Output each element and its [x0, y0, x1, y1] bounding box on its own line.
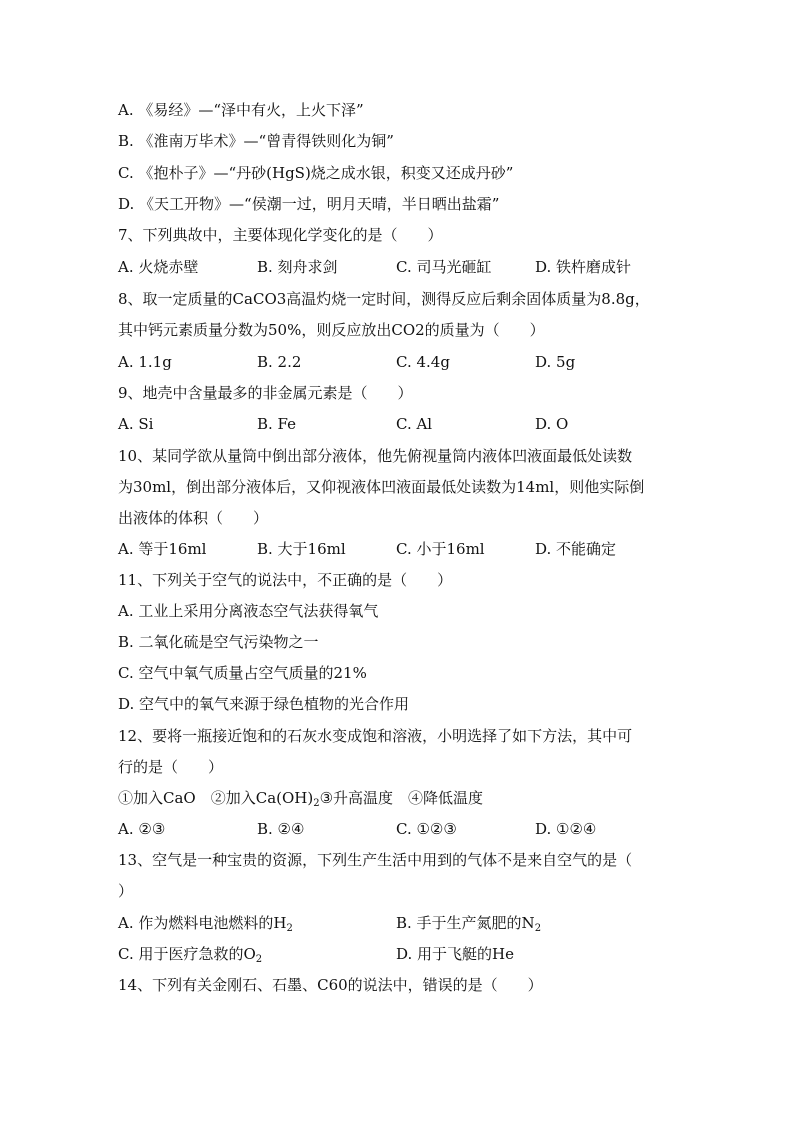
q12-methods-subscript: 2 [313, 798, 320, 809]
q7-option-a: A. 火烧赤壁 [118, 258, 199, 276]
q12-stem-line1: 12、要将一瓶接近饱和的石灰水变成饱和溶液，小明选择了如下方法，其中可 [118, 727, 633, 745]
q11-stem: 11、下列关于空气的说法中，不正确的是（ ） [118, 571, 453, 589]
q14-stem: 14、下列有关金刚石、石墨、C60的说法中，错误的是（ ） [118, 976, 543, 994]
q6-option-a: A. 《易经》—“泽中有火，上火下泽” [118, 101, 364, 119]
q12-option-d: D. ①②④ [535, 820, 597, 838]
q13-stem-line1: 13、空气是一种宝贵的资源，下列生产生活中用到的气体不是来自空气的是（ [118, 851, 633, 869]
q7-option-d: D. 铁杵磨成针 [535, 258, 632, 276]
q13-stem-line2: ） [118, 882, 134, 900]
q12-methods-part2: ③升高温度 ④降低温度 [319, 789, 484, 807]
q12-option-a: A. ②③ [118, 820, 166, 838]
q10-option-a: A. 等于16ml [118, 540, 207, 558]
q11-option-d: D. 空气中的氧气来源于绿色植物的光合作用 [118, 695, 410, 713]
q13-option-b-subscript: 2 [534, 923, 542, 934]
q8-option-d: D. 5g [535, 353, 576, 371]
q13-option-c-subscript: 2 [255, 954, 263, 965]
q10-option-c: C. 小于16ml [396, 540, 485, 558]
q10-stem-line1: 10、某同学欲从量筒中倒出部分液体，他先俯视量筒内液体凹液面最低处读数 [118, 447, 633, 465]
q8-option-c: C. 4.4g [396, 353, 450, 371]
q12-methods-part1: ①加入CaO ②加入Ca(OH) [118, 789, 314, 807]
q11-option-b: B. 二氧化硫是空气污染物之一 [118, 633, 319, 651]
q12-option-c: C. ①②③ [396, 820, 457, 838]
q10-option-b: B. 大于16ml [257, 540, 346, 558]
q10-option-d: D. 不能确定 [535, 540, 617, 558]
q7-option-b: B. 刻舟求剑 [257, 258, 338, 276]
q13-option-a [118, 913, 293, 933]
q11-option-a: A. 工业上采用分离液态空气法获得氧气 [118, 602, 379, 620]
q13-option-c [118, 944, 262, 964]
q7-stem: 7、下列典故中，主要体现化学变化的是（ ） [118, 226, 443, 244]
q12-stem-line2: 行的是（ ） [118, 758, 224, 776]
q9-option-a: A. Si [118, 415, 154, 433]
q13-option-c-text: C. 用于医疗急救的O [118, 945, 256, 963]
q9-stem: 9、地壳中含量最多的非金属元素是（ ） [118, 384, 413, 402]
q13-option-d: D. 用于飞艇的He [396, 945, 514, 963]
q10-stem-line3: 出液体的体积（ ） [118, 509, 269, 527]
q9-option-c: C. Al [396, 415, 433, 433]
q9-option-d: D. O [535, 415, 569, 433]
q13-option-b [396, 913, 541, 933]
q13-option-b-text: B. 手于生产氮肥的N [396, 914, 535, 932]
q13-option-a-subscript: 2 [286, 923, 293, 934]
q12-option-b: B. ②④ [257, 820, 305, 838]
q6-option-c: C. 《抱朴子》—“丹砂(HgS)烧之成水银，积变又还成丹砂” [118, 164, 514, 182]
q10-stem-line2: 为30ml，倒出部分液体后，又仰视液体凹液面最低处读数为14ml，则他实际倒 [118, 478, 645, 496]
q13-option-a-text: A. 作为燃料电池燃料的H [118, 914, 287, 932]
q6-option-b: B. 《淮南万毕术》—“曾青得铁则化为铜” [118, 132, 394, 150]
q6-option-d: D. 《天工开物》—“侯潮一过，明月天晴，半日晒出盐霜” [118, 195, 500, 213]
q12-methods [118, 788, 483, 808]
q8-stem-line1: 8、取一定质量的CaCO3高温灼烧一定时间，测得反应后剩余固体质量为8.8g， [118, 290, 650, 308]
q7-option-c: C. 司马光砸缸 [396, 258, 492, 276]
q9-option-b: B. Fe [257, 415, 297, 433]
q8-option-a: A. 1.1g [118, 353, 172, 371]
q8-option-b: B. 2.2 [257, 353, 302, 371]
q8-stem-line2: 其中钙元素质量分数为50%，则反应放出CO2的质量为（ ） [118, 321, 545, 339]
q11-option-c: C. 空气中氧气质量占空气质量的21% [118, 664, 367, 682]
